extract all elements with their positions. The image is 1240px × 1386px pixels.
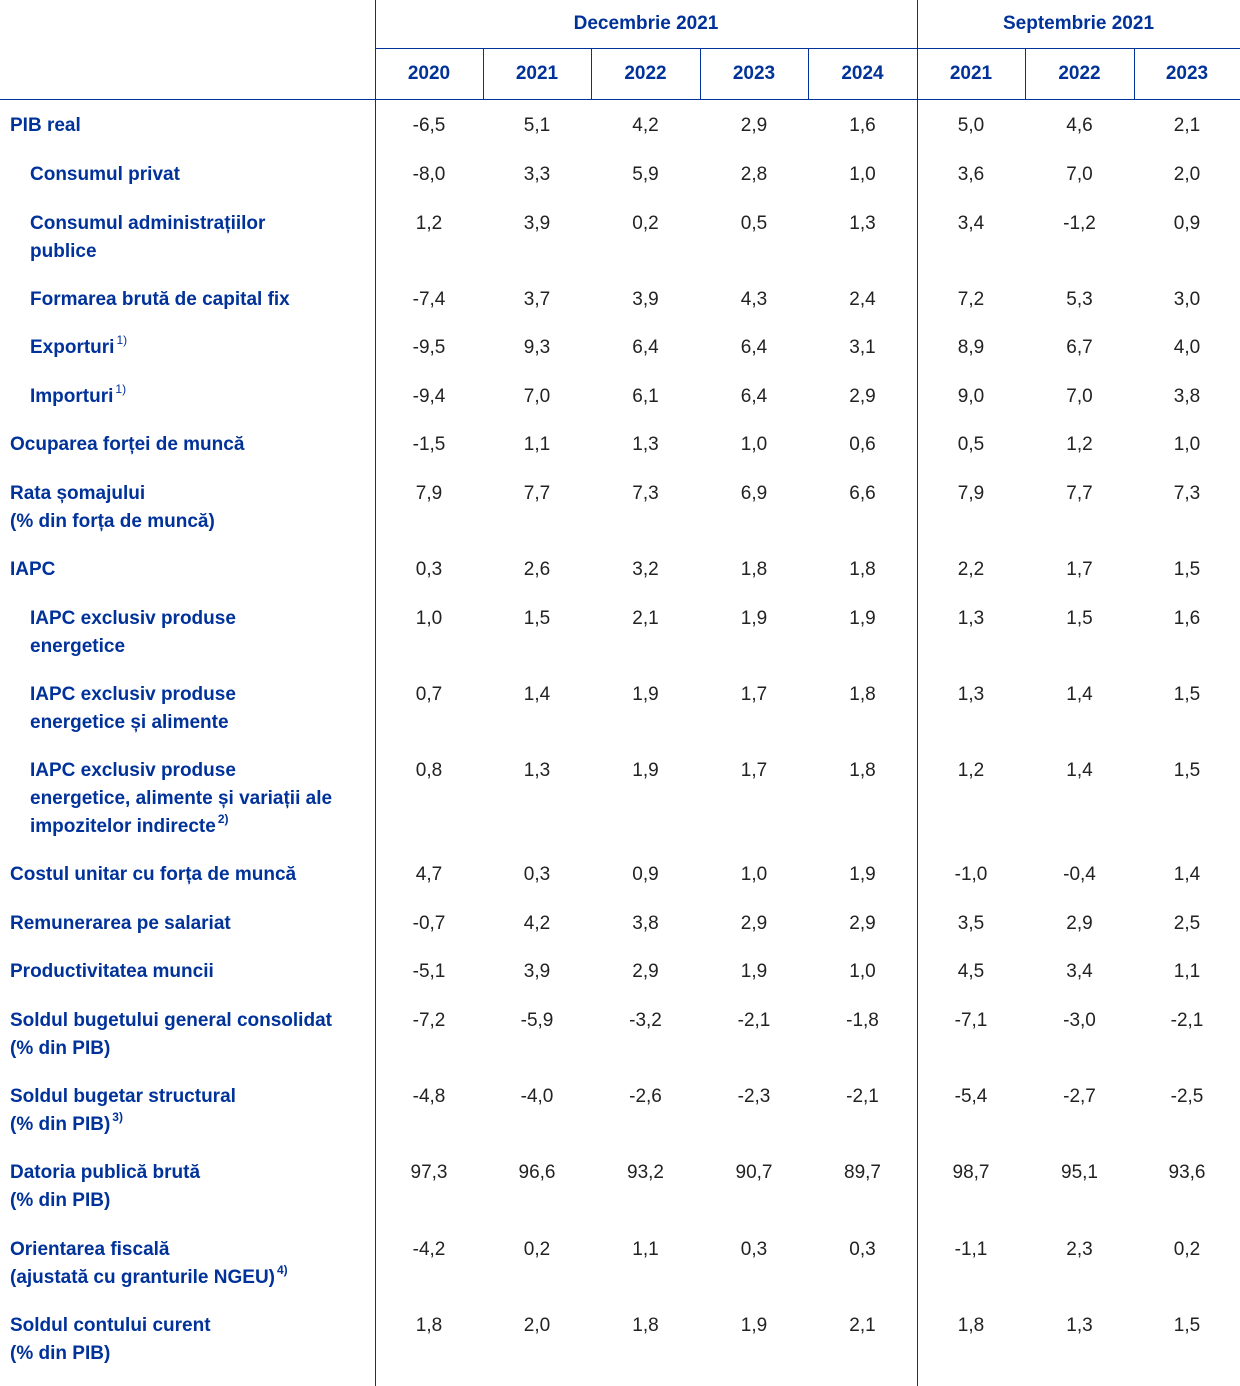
table-cell: 0,3	[415, 559, 443, 580]
row-label-line: IAPC exclusiv produse	[30, 608, 236, 629]
table-cell: -9,4	[412, 386, 446, 407]
table-cell: 1,9	[740, 1315, 768, 1336]
table-cell: 2,9	[849, 386, 876, 407]
table-row	[0, 1312, 1240, 1364]
table-cell: -6,5	[412, 115, 446, 136]
table-cell: 1,5	[1173, 1315, 1201, 1336]
row-label-line: Remunerarea pe salariat	[10, 913, 231, 934]
column-header-year: 2020	[407, 63, 451, 84]
table-cell: 1,2	[1066, 434, 1093, 455]
column-header-year: 2021	[515, 63, 559, 84]
year-divider-line	[483, 49, 484, 99]
table-cell: 1,8	[415, 1315, 443, 1336]
table-cell: 8,9	[957, 337, 985, 358]
table-cell: 1,0	[1173, 434, 1201, 455]
table-cell: 7,3	[1173, 483, 1201, 504]
table-cell: 1,0	[849, 961, 876, 982]
header-group-septembrie-2021: Septembrie 2021	[1002, 13, 1155, 34]
row-label	[30, 334, 127, 362]
table-cell: 0,3	[523, 864, 551, 885]
table-cell: 2,8	[740, 164, 768, 185]
table-row	[0, 1159, 1240, 1211]
table-cell: 93,6	[1168, 1162, 1206, 1183]
row-label-line: (% din PIB)	[10, 1038, 111, 1059]
column-header-year: 2022	[1058, 63, 1101, 84]
table-cell: 0,7	[415, 684, 443, 705]
table-cell: 98,7	[952, 1162, 990, 1183]
table-cell: 1,5	[523, 608, 551, 629]
row-label	[10, 480, 215, 536]
table-cell: 90,7	[735, 1162, 773, 1183]
row-label-line: (% din PIB)	[10, 1190, 111, 1211]
table-cell: 0,3	[740, 1239, 768, 1260]
row-label-line: (% din PIB)	[10, 1114, 111, 1135]
table-row	[0, 556, 1240, 596]
table-cell: 5,1	[523, 115, 551, 136]
table-cell: 4,6	[1066, 115, 1093, 136]
table-cell: 7,7	[1066, 483, 1093, 504]
table-cell: 2,6	[523, 559, 551, 580]
table-cell: 1,3	[957, 608, 985, 629]
row-label-line: energetice	[30, 636, 126, 657]
table-cell: -5,4	[954, 1086, 988, 1107]
table-cell: 7,9	[957, 483, 985, 504]
table-cell: 1,1	[632, 1239, 659, 1260]
row-label	[10, 958, 214, 986]
table-cell: 4,2	[632, 115, 659, 136]
table-cell: 0,5	[957, 434, 985, 455]
row-label-line: Consumul privat	[30, 164, 180, 185]
table-cell: 1,5	[1066, 608, 1093, 629]
header-group-decembrie-2021: Decembrie 2021	[573, 13, 719, 34]
row-label-line: Orientarea fiscală	[10, 1239, 170, 1260]
table-cell: 1,9	[632, 760, 659, 781]
table-cell: 1,4	[523, 684, 551, 705]
row-label-line: PIB real	[10, 115, 81, 136]
table-cell: 2,1	[632, 608, 659, 629]
table-row	[0, 161, 1240, 201]
table-cell: -4,2	[412, 1239, 446, 1260]
column-header-year: 2023	[732, 63, 776, 84]
row-label-line: Ocuparea forței de muncă	[10, 434, 245, 455]
table-cell: 1,8	[849, 760, 876, 781]
table-cell: -2,1	[846, 1086, 879, 1107]
table-cell: 2,9	[740, 115, 768, 136]
table-cell: 96,6	[518, 1162, 556, 1183]
table-cell: 3,2	[632, 559, 659, 580]
row-label-line: Soldul bugetar structural	[10, 1086, 236, 1107]
table-row	[0, 1083, 1240, 1135]
table-cell: 7,3	[632, 483, 659, 504]
table-row	[0, 480, 1240, 532]
table-cell: 4,3	[740, 289, 768, 310]
table-cell: 3,5	[957, 913, 985, 934]
table-cell: 1,0	[415, 608, 443, 629]
table-cell: 2,9	[1066, 913, 1093, 934]
table-cell: 1,8	[632, 1315, 659, 1336]
table-cell: 1,8	[849, 559, 876, 580]
table-cell: 5,9	[632, 164, 659, 185]
table-cell: 1,7	[740, 760, 768, 781]
table-cell: 2,9	[740, 913, 768, 934]
table-cell: 2,9	[849, 913, 876, 934]
table-cell: 2,5	[1173, 913, 1201, 934]
year-divider-line	[1025, 49, 1026, 99]
column-header-year: 2024	[841, 63, 884, 84]
table-cell: 7,0	[1066, 164, 1093, 185]
column-header-year: 2022	[624, 63, 667, 84]
table-cell: 1,4	[1066, 760, 1093, 781]
footnote-marker: 2)	[217, 811, 229, 826]
table-cell: 0,3	[849, 1239, 876, 1260]
table-cell: 5,0	[957, 115, 985, 136]
table-cell: 1,9	[849, 608, 876, 629]
table-cell: -4,0	[520, 1086, 554, 1107]
table-cell: 4,0	[1173, 337, 1201, 358]
table-cell: 1,5	[1173, 684, 1201, 705]
table-cell: 3,9	[523, 961, 551, 982]
table-cell: -2,7	[1063, 1086, 1096, 1107]
table-cell: -1,8	[846, 1010, 879, 1031]
row-label-line: Soldul contului curent	[10, 1315, 211, 1336]
table-cell: 0,8	[415, 760, 443, 781]
row-label	[30, 605, 236, 661]
table-cell: 3,7	[523, 289, 551, 310]
table-cell: -3,2	[629, 1010, 662, 1031]
row-label	[30, 383, 126, 411]
table-cell: -7,2	[412, 1010, 446, 1031]
table-cell: 0,2	[1173, 1239, 1201, 1260]
row-label-line: Formarea brută de capital fix	[30, 289, 290, 310]
table-cell: -2,1	[1170, 1010, 1204, 1031]
table-cell: 3,0	[1173, 289, 1201, 310]
table-cell: 2,0	[523, 1315, 551, 1336]
table-cell: 6,6	[849, 483, 876, 504]
table-cell: -0,7	[412, 913, 446, 934]
table-cell: 2,9	[632, 961, 659, 982]
footnote-marker: 3)	[112, 1109, 123, 1124]
table-row	[0, 286, 1240, 326]
table-cell: -3,0	[1063, 1010, 1096, 1031]
row-label	[10, 431, 244, 459]
table-cell: 1,3	[849, 213, 876, 234]
table-cell: 7,9	[415, 483, 443, 504]
row-label-line: Exporturi	[30, 337, 115, 358]
table-cell: 1,1	[1173, 961, 1201, 982]
table-cell: 3,3	[523, 164, 551, 185]
column-header-year: 2023	[1165, 63, 1209, 84]
table-cell: 1,5	[1173, 559, 1201, 580]
table-cell: 1,3	[632, 434, 659, 455]
table-cell: 6,9	[740, 483, 768, 504]
row-label	[30, 757, 332, 841]
year-divider-line	[1134, 49, 1135, 99]
table-cell: 6,1	[632, 386, 659, 407]
table-cell: 0,2	[632, 213, 659, 234]
table-cell: 6,4	[740, 386, 768, 407]
table-cell: 9,0	[957, 386, 985, 407]
row-label	[30, 681, 236, 737]
table-cell: 0,2	[523, 1239, 551, 1260]
table-row	[0, 681, 1240, 733]
table-cell: 1,6	[1173, 608, 1201, 629]
row-label-line: Importuri	[30, 386, 114, 407]
table-row	[0, 112, 1240, 152]
table-cell: 1,9	[849, 864, 876, 885]
table-cell: 3,4	[957, 213, 985, 234]
row-label-line: IAPC	[10, 559, 56, 580]
table-cell: 4,2	[523, 913, 551, 934]
table-row	[0, 861, 1240, 901]
table-cell: 7,2	[957, 289, 985, 310]
row-label	[10, 910, 231, 938]
table-cell: -2,6	[629, 1086, 662, 1107]
table-cell: -0,4	[1063, 864, 1096, 885]
table-cell: 3,8	[632, 913, 659, 934]
row-label	[10, 861, 296, 889]
table-cell: -1,5	[412, 434, 446, 455]
row-label	[10, 1312, 211, 1368]
table-cell: 3,1	[849, 337, 876, 358]
table-cell: 1,1	[523, 434, 551, 455]
table-cell: 3,8	[1173, 386, 1201, 407]
row-label	[10, 112, 81, 140]
table-cell: 3,9	[523, 213, 551, 234]
row-label-line: energetice și alimente	[30, 712, 229, 733]
table-cell: -1,0	[954, 864, 988, 885]
table-cell: 1,9	[740, 961, 768, 982]
row-label-line: Datoria publică brută	[10, 1162, 201, 1183]
table-cell: 1,8	[957, 1315, 985, 1336]
table-cell: 0,9	[632, 864, 659, 885]
table-cell: 1,8	[849, 684, 876, 705]
row-label-line: Soldul bugetului general consolidat	[10, 1010, 332, 1031]
column-header-year: 2021	[949, 63, 993, 84]
table-cell: 1,3	[1066, 1315, 1093, 1336]
table-cell: 3,9	[632, 289, 659, 310]
footnote-marker: 1)	[116, 332, 128, 347]
table-cell: 1,7	[1066, 559, 1093, 580]
row-label-line: (% din forța de muncă)	[10, 511, 215, 532]
table-cell: 0,5	[740, 213, 768, 234]
table-cell: 6,4	[740, 337, 768, 358]
table-cell: 1,0	[740, 434, 768, 455]
table-cell: 2,1	[849, 1315, 876, 1336]
table-cell: 1,8	[740, 559, 768, 580]
table-cell: 7,0	[1066, 386, 1093, 407]
table-cell: 1,2	[415, 213, 443, 234]
table-cell: 9,3	[523, 337, 551, 358]
row-label	[30, 286, 290, 314]
table-cell: 1,3	[957, 684, 985, 705]
table-cell: 1,9	[740, 608, 768, 629]
row-label-line: Costul unitar cu forța de muncă	[10, 864, 297, 885]
table-cell: 1,2	[957, 760, 985, 781]
row-label-line: Rata șomajului	[10, 483, 146, 504]
row-label-line: Productivitatea muncii	[10, 961, 214, 982]
table-cell: -5,9	[520, 1010, 554, 1031]
table-cell: -5,1	[412, 961, 446, 982]
table-row	[0, 958, 1240, 998]
table-cell: 5,3	[1066, 289, 1093, 310]
table-cell: 97,3	[410, 1162, 448, 1183]
row-label-line: Consumul administrațiilor	[30, 213, 266, 234]
row-label-line: energetice, alimente și variații ale	[30, 788, 333, 809]
row-label-line: (% din PIB)	[10, 1343, 111, 1364]
table-cell: 1,4	[1066, 684, 1093, 705]
header-bottom-rule	[0, 99, 1240, 100]
table-cell: 93,2	[627, 1162, 664, 1183]
table-cell: 0,6	[849, 434, 876, 455]
table-cell: 1,5	[1173, 760, 1201, 781]
year-divider-line	[591, 49, 592, 99]
table-row	[0, 1236, 1240, 1288]
row-label	[30, 161, 180, 189]
table-row	[0, 910, 1240, 950]
table-cell: 1,0	[740, 864, 768, 885]
year-divider-line	[700, 49, 701, 99]
table-cell: -1,2	[1063, 213, 1096, 234]
table-cell: 6,7	[1066, 337, 1093, 358]
table-cell: 1,4	[1173, 864, 1201, 885]
table-cell: 3,6	[957, 164, 985, 185]
table-cell: 2,3	[1066, 1239, 1093, 1260]
table-cell: 1,0	[849, 164, 876, 185]
table-cell: -7,4	[412, 289, 446, 310]
row-label	[30, 210, 265, 266]
table-row	[0, 605, 1240, 657]
table-row	[0, 383, 1240, 423]
table-cell: 3,4	[1066, 961, 1093, 982]
year-divider-line	[808, 49, 809, 99]
row-label	[10, 1236, 288, 1292]
table-cell: -7,1	[954, 1010, 988, 1031]
footnote-marker: 1)	[115, 381, 127, 396]
row-label	[10, 556, 55, 584]
row-label	[10, 1083, 236, 1139]
row-label	[10, 1159, 200, 1215]
table-cell: -2,1	[737, 1010, 771, 1031]
row-label-line: publice	[30, 241, 97, 262]
table-cell: 4,7	[415, 864, 443, 885]
table-cell: 2,2	[957, 559, 985, 580]
table-row	[0, 1007, 1240, 1059]
table-cell: 2,0	[1173, 164, 1201, 185]
table-row	[0, 757, 1240, 837]
table-cell: -2,3	[737, 1086, 771, 1107]
row-label-line: IAPC exclusiv produse	[30, 760, 236, 781]
table-cell: 0,9	[1173, 213, 1201, 234]
table-cell: 2,4	[849, 289, 876, 310]
table-cell: 89,7	[844, 1162, 881, 1183]
table-cell: 2,1	[1173, 115, 1201, 136]
table-row	[0, 334, 1240, 374]
row-label-line: (ajustată cu granturile NGEU)	[10, 1267, 275, 1288]
table-cell: 4,5	[957, 961, 985, 982]
table-cell: 1,6	[849, 115, 876, 136]
table-cell: -9,5	[412, 337, 446, 358]
table-cell: -4,8	[412, 1086, 446, 1107]
table-cell: 6,4	[632, 337, 659, 358]
table-cell: -2,5	[1170, 1086, 1204, 1107]
table-row	[0, 210, 1240, 262]
row-label	[10, 1007, 332, 1063]
table-cell: 7,7	[523, 483, 551, 504]
table-row	[0, 431, 1240, 471]
table-cell: 1,7	[740, 684, 768, 705]
row-label-line: impozitelor indirecte	[30, 816, 216, 837]
table-cell: 95,1	[1061, 1162, 1098, 1183]
table-cell: 1,3	[523, 760, 551, 781]
table-cell: 1,9	[632, 684, 659, 705]
table-cell: -8,0	[412, 164, 446, 185]
row-label-line: IAPC exclusiv produse	[30, 684, 236, 705]
table-cell: 7,0	[523, 386, 551, 407]
table-cell: -1,1	[954, 1239, 988, 1260]
footnote-marker: 4)	[277, 1262, 288, 1277]
